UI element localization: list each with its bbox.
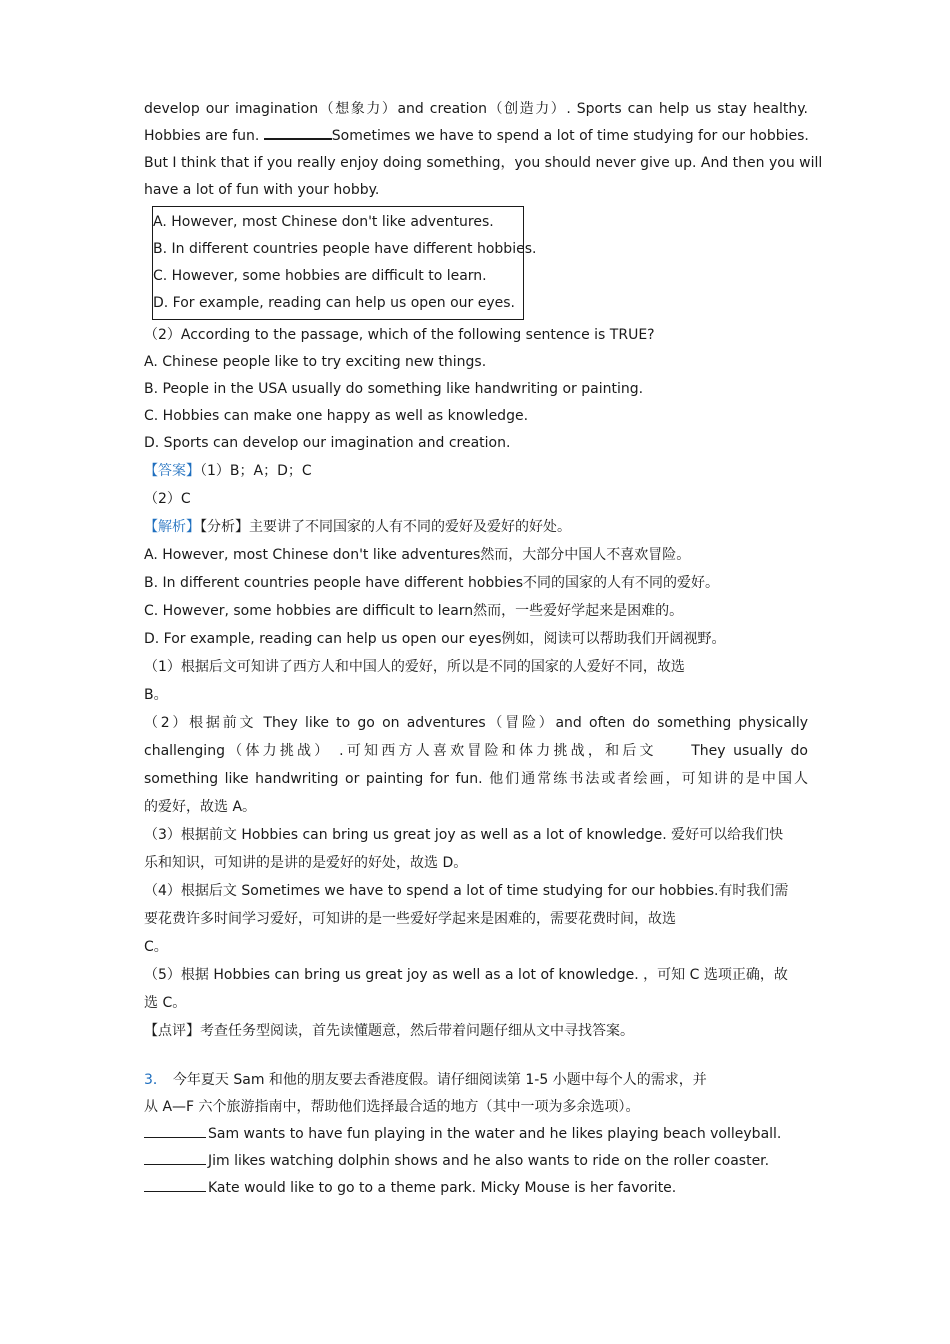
analysis-line: 选 C。 [144, 995, 187, 1011]
question3-line [144, 1067, 808, 1094]
analysis-line: 要花费许多时间学习爱好，可知讲的是一些爱好学起来是困难的，需要花费时间，故选 [144, 911, 676, 927]
option-item: A. However, most Chinese don't like adventures. [153, 214, 494, 230]
analysis-line: （4）根据后文 Sometimes we have to spend a lot of time studying for our hobbies.有时我们需 [144, 883, 789, 899]
analysis-intro [144, 513, 808, 541]
analysis-line: 的爱好，故选 A。 [144, 799, 257, 815]
option-item: D. For example, reading can help us open our eyes. [153, 295, 516, 311]
fill-item-text: Jim likes watching dolphin shows and he also wants to ride on the roller coaster. [208, 1153, 770, 1169]
analysis-text: 【分析】主要讲了不同国家的人有不同的爱好及爱好的好处。 [200, 519, 571, 535]
question3-line: 从 A—F 六个旅游指南中，帮助他们选择最合适的地方（其中一项为多余选项）。 [144, 1099, 640, 1115]
answer-text: （1）B；A；D；C [200, 463, 312, 479]
choice-item: A. Chinese people like to try exciting new things. [144, 354, 487, 370]
answer-blank[interactable] [144, 1177, 206, 1192]
document-page [144, 96, 823, 1202]
fill-item [144, 1121, 808, 1148]
spacer [144, 1045, 808, 1067]
translation-line: D. For example, reading can help us open our eyes例如，阅读可以帮助我们开阔视野。 [144, 631, 726, 647]
fill-item [144, 1175, 808, 1202]
passage-text: Sometimes we have to spend a lot of time studying for our hobbies. [331, 128, 809, 144]
fill-item-text: Kate would like to go to a theme park. Micky Mouse is her favorite. [208, 1180, 677, 1196]
analysis-line: B。 [144, 687, 168, 703]
analysis-line: （2）根据前文 They like to go on adventures（冒险）and often do something physically [144, 715, 808, 731]
answer-line: （2）C [144, 491, 191, 507]
fill-item [144, 1148, 808, 1175]
analysis-tag: 【解析】 [144, 519, 200, 535]
analysis-line: （5）根据 Hobbies can bring us great joy as well as a lot of knowledge. ，可知 C 选项正确，故 [144, 967, 788, 983]
analysis-line: （1）根据后文可知讲了西方人和中国人的爱好，所以是不同的国家的人爱好不同，故选 [144, 659, 685, 675]
option-item: C. However, some hobbies are difficult to learn. [153, 268, 487, 284]
choice-item: D. Sports can develop our imagination and creation. [144, 435, 511, 451]
option-item: B. In different countries people have different hobbies. [153, 241, 537, 257]
translation-line: A. However, most Chinese don't like adventures然而，大部分中国人不喜欢冒险。 [144, 547, 691, 563]
question3-text: 今年夏天 Sam 和他的朋友要去香港度假。请仔细阅读第 1-5 小题中每个人的需求，并 [172, 1072, 707, 1088]
translation-line: B. In different countries people have different hobbies不同的国家的人有不同的爱好。 [144, 575, 719, 591]
answer-blank[interactable] [144, 1150, 206, 1165]
translation-line: C. However, some hobbies are difficult to learn然而，一些爱好学起来是困难的。 [144, 603, 684, 619]
question-number: 3． [144, 1072, 167, 1088]
answer-blank[interactable] [264, 125, 332, 140]
comment-line: 【点评】考查任务型阅读，首先读懂题意，然后带着问题仔细从文中寻找答案。 [144, 1023, 634, 1039]
passage-line: have a lot of fun with your hobby. [144, 182, 380, 198]
passage-line: But I think that if you really enjoy doing something，you should never give up. And then you will [144, 155, 823, 171]
analysis-line: C。 [144, 939, 168, 955]
answer-line [144, 457, 808, 485]
analysis-line: challenging（体力挑战） .可知西方人喜欢冒险和体力挑战，和后文 They usually do [144, 743, 808, 759]
choice-item: B. People in the USA usually do something like handwriting or painting. [144, 381, 644, 397]
options-box [152, 206, 537, 320]
question-stem: （2）According to the passage, which of the following sentence is TRUE? [144, 327, 655, 343]
passage-line [144, 123, 808, 150]
analysis-line: something like handwriting or painting for fun. 他们通常练书法或者绘画，可知讲的是中国人 [144, 771, 808, 787]
choice-item: C. Hobbies can make one happy as well as knowledge. [144, 408, 529, 424]
analysis-line: （3）根据前文 Hobbies can bring us great joy as well as a lot of knowledge. 爱好可以给我们快 [144, 827, 784, 843]
answer-blank[interactable] [144, 1123, 206, 1138]
fill-item-text: Sam wants to have fun playing in the water and he likes playing beach volleyball. [208, 1126, 782, 1142]
passage-line: develop our imagination（想象力）and creation（创造力）. Sports can help us stay healthy. [144, 101, 808, 117]
answer-tag: 【答案】 [144, 463, 200, 479]
analysis-line: 乐和知识，可知讲的是讲的是爱好的好处，故选 D。 [144, 855, 468, 871]
passage-text: Hobbies are fun. [144, 128, 264, 144]
